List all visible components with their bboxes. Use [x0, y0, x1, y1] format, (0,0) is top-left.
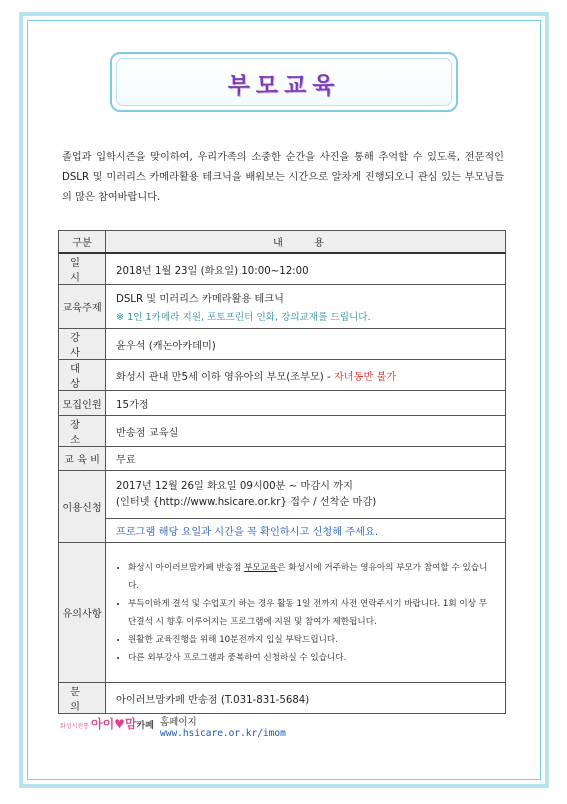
lecturer-label — [59, 329, 106, 360]
contact-label-text: 문 의 — [70, 687, 94, 713]
fee-value: 무료 — [106, 447, 506, 471]
homepage-label: 홈페이지 — [160, 717, 197, 728]
target-label — [59, 360, 106, 391]
note-item-4: • 다른 외부강사 프로그램과 중복하여 신청하실 수 있습니다. — [128, 649, 495, 667]
apply-line1: 2017년 12월 26일 화요일 09시00분 ~ 마감시 까지 — [116, 480, 353, 492]
lecturer-value: 윤우석 (캐논아카데미) — [106, 329, 506, 360]
page-title: 부모교육 — [227, 73, 341, 99]
table-row-target — [59, 360, 506, 391]
logo-text-a: 아이 — [90, 717, 115, 731]
place-label — [59, 416, 106, 447]
header-content — [106, 231, 506, 254]
target-value: 화성시 관내 만5세 이하 영유아의 부모(조부모) - — [116, 371, 334, 383]
note-1-pre: 화성시 아이러브맘카페 반송점 — [128, 562, 245, 573]
topic-cell — [106, 285, 506, 329]
contact-value: 아이러브맘카페 반송점 (T.031-831-5684) — [106, 683, 506, 714]
recruit-value: 15가정 — [106, 391, 506, 416]
header-content-text: 내 용 — [273, 238, 338, 249]
note-1-underlined: 부모교육 — [244, 562, 278, 573]
date-label-text: 일 시 — [70, 258, 94, 284]
table-row-apply-notice — [59, 519, 506, 543]
notes-list — [116, 559, 495, 667]
apply-label: 이용신청 — [59, 471, 106, 543]
notes-cell — [106, 543, 506, 683]
table-row-notes — [59, 543, 506, 683]
title-box — [110, 52, 458, 112]
target-label-text: 대 상 — [70, 364, 94, 390]
logo-text-d: 카페 — [136, 721, 154, 731]
topic-note: ※ 1인 1카메라 지원, 포토프린터 인화, 강의교재를 드립니다. — [116, 312, 371, 323]
recruit-label: 모집인원 — [59, 391, 106, 416]
table-row-recruit — [59, 391, 506, 416]
logo-small-text: 화성시전통 — [60, 723, 89, 730]
table-row-place — [59, 416, 506, 447]
table-row-contact — [59, 683, 506, 714]
topic-value: DSLR 및 미러리스 카메라활용 테크닉 — [116, 294, 284, 305]
fee-label: 교 육 비 — [59, 447, 106, 471]
heart-icon: ♥ — [114, 717, 125, 731]
place-value: 반송점 교육실 — [106, 416, 506, 447]
apply-notice: 프로그램 해당 요일과 시간을 꼭 확인하시고 신청해 주세요. — [106, 519, 506, 543]
date-value: 2018년 1월 23일 (화요일) 10:00~12:00 — [106, 253, 506, 285]
imom-logo — [60, 715, 154, 732]
topic-label: 교육주제 — [59, 285, 106, 329]
info-table — [58, 230, 506, 714]
lecturer-label-text: 강 사 — [70, 333, 94, 359]
note-1-post: 은 화성시에 거주하는 영유아의 부모가 참여할 수 있습니다. — [128, 562, 488, 591]
intro-paragraph: 졸업과 입학시즌을 맞이하여, 우리가족의 소중한 순간을 사진을 통해 추억할 수 있도록, 전문적인 DSLR 및 미러리스 카메라활용 테크닉을 배워보는 시간으로 알차게 진행되오니 관심 있는 부모님들의 많은 참여바랍니다. — [62, 152, 504, 203]
homepage-link[interactable]: www.hsicare.or.kr/imom — [160, 728, 286, 739]
table-header-row — [59, 231, 506, 254]
apply-cell — [106, 471, 506, 519]
place-label-text: 장 소 — [70, 420, 94, 446]
apply-line2: (인터넷 {http://www.hsicare.or.kr} 접수 / 선착순 마감) — [116, 496, 377, 508]
note-item-1 — [128, 559, 495, 595]
logo-text-c: 맘 — [124, 717, 137, 731]
header-label: 구분 — [59, 231, 106, 254]
table-row-date — [59, 253, 506, 285]
note-item-3: • 원활한 교육진행을 위해 10분전까지 입실 부탁드립니다. — [128, 631, 495, 649]
note-item-2: • 부득이하게 결석 및 수업포기 하는 경우 활동 1일 전까지 사전 연락주시기 바랍니다. 1회 이상 무단결석 시 향후 이루어지는 프로그램에 지원 및 참여가 제한됩니다. — [128, 595, 495, 631]
table-row-lecturer — [59, 329, 506, 360]
notes-label: 유의사항 — [59, 543, 106, 683]
date-label — [59, 253, 106, 285]
table-row-fee — [59, 447, 506, 471]
table-row-apply — [59, 471, 506, 519]
target-cell — [106, 360, 506, 391]
table-row-topic — [59, 285, 506, 329]
target-warning: 자녀동반 불가 — [333, 371, 397, 383]
contact-label — [59, 683, 106, 714]
